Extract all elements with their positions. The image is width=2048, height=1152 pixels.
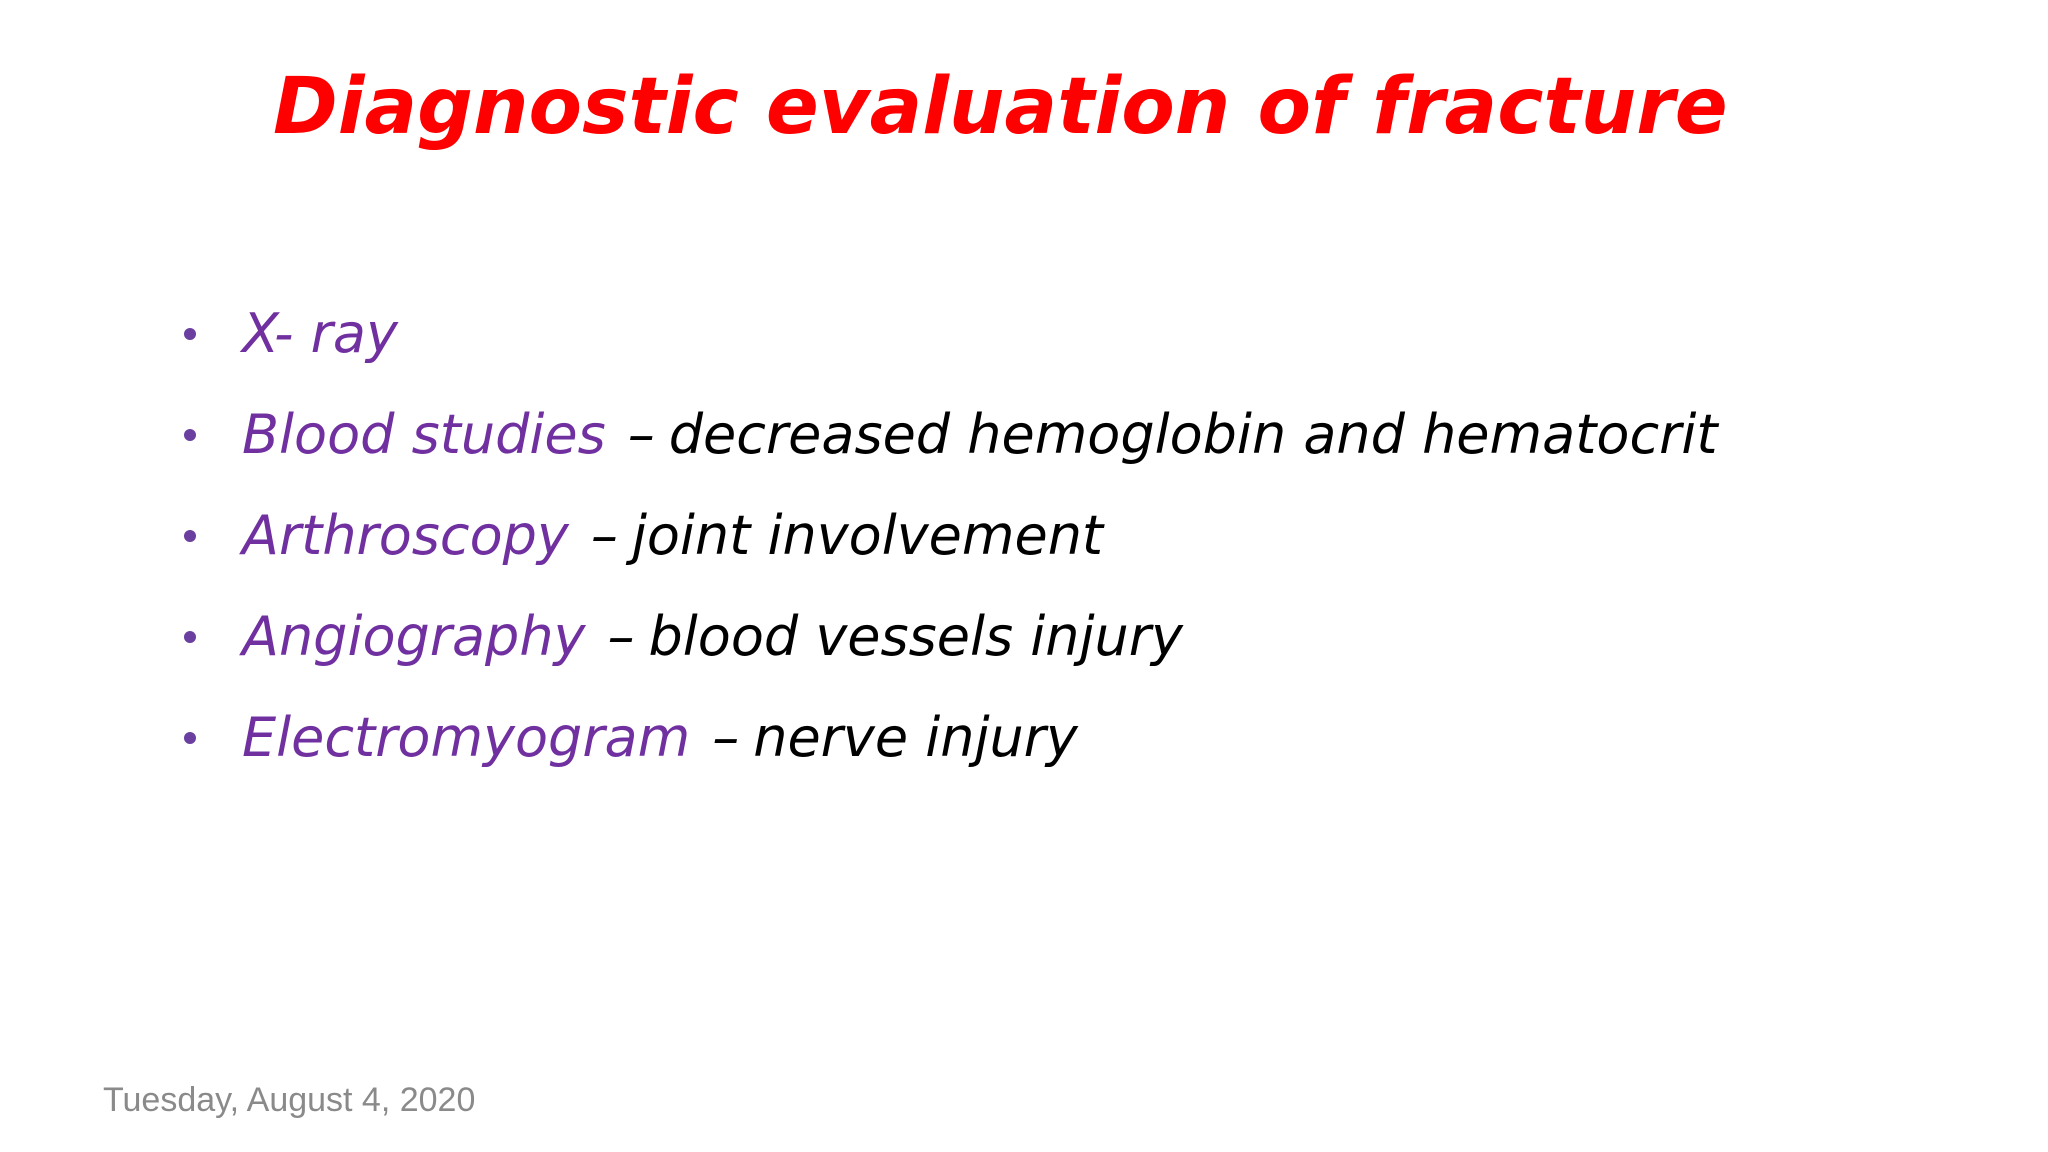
bullet-term: Angiography [242, 604, 586, 668]
bullet-dot-icon [184, 631, 196, 643]
bullet-separator: – [712, 705, 740, 769]
bullet-item-electromyogram [180, 687, 1718, 788]
bullet-term: Blood studies [242, 402, 606, 466]
bullet-item-xray [180, 283, 1718, 384]
bullet-description: joint involvement [631, 503, 1104, 567]
bullet-dot-icon [184, 530, 196, 542]
bullet-separator: – [607, 604, 635, 668]
bullet-term: X- ray [242, 301, 398, 365]
bullet-separator: – [590, 503, 618, 567]
bullet-separator: – [627, 402, 655, 466]
bullet-dot-icon [184, 328, 196, 340]
slide-title: Diagnostic evaluation of fracture [273, 62, 1728, 152]
bullet-description: blood vessels injury [648, 604, 1183, 668]
bullet-term: Arthroscopy [242, 503, 569, 567]
bullet-description: nerve injury [753, 705, 1078, 769]
bullet-list [180, 283, 1718, 788]
bullet-item-angiography [180, 586, 1718, 687]
bullet-item-blood-studies [180, 384, 1718, 485]
bullet-dot-icon [184, 429, 196, 441]
slide-date: Tuesday, August 4, 2020 [103, 1081, 476, 1119]
bullet-description: decreased hemoglobin and hematocrit [668, 402, 1718, 466]
bullet-term: Electromyogram [242, 705, 691, 769]
bullet-dot-icon [184, 732, 196, 744]
bullet-item-arthroscopy [180, 485, 1718, 586]
